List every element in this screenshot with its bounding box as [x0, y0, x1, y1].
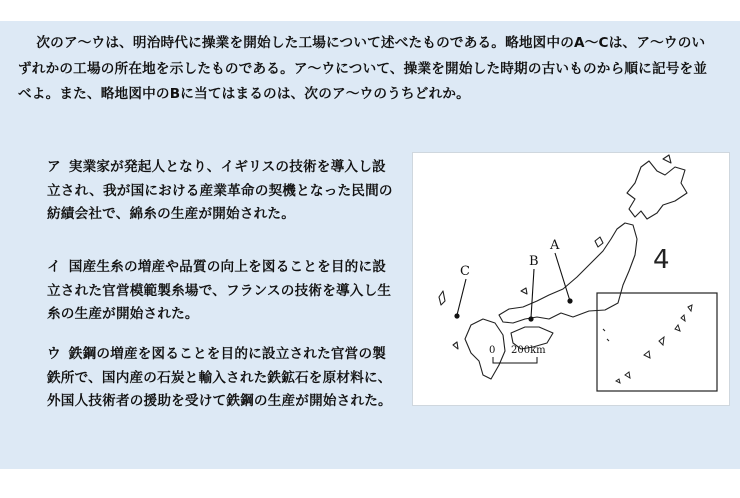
oki-island: [521, 288, 527, 294]
sakhalin-tip: [663, 155, 671, 163]
choice-i-text: 国産生糸の増産や品質の向上を図ることを目的に設立された官営模範製糸場で、フランスの技術を導入し生糸の生産が開始された。: [47, 259, 392, 322]
izu-islands: [603, 329, 609, 341]
choice-u-mark: ウ: [47, 346, 61, 362]
choice-i: [47, 256, 399, 327]
tsushima-island: [439, 291, 445, 305]
choice-a: [47, 156, 399, 227]
label-a: A: [550, 238, 560, 253]
site-b-point: [528, 316, 533, 321]
scale-distance-label: 200km: [511, 345, 546, 356]
honshu-outline: [499, 223, 637, 323]
question-text: 次のア〜ウは、明治時代に操業を開始した工場について述べたものである。略地図中のA〜Cは、ア〜ウのいずれかの工場の所在地を示したものである。ア〜ウについて、操業を開始した時期の古いものから順に記号を並べよ。また、略地図中のBに当てはまるのは、次のア〜ウのうちどれか。: [18, 35, 708, 102]
okinawa-islands: [616, 305, 692, 383]
choice-a-text: 実業家が発起人となり、イギリスの技術を導入し設立され、我が国における産業革命の契機となった民間の紡績会社で、綿糸の生産が開始された。: [47, 159, 393, 222]
okinawa-inset-frame: [597, 293, 717, 391]
japan-map: [412, 152, 730, 406]
kyushu-outline: [465, 319, 505, 379]
choice-i-mark: イ: [47, 259, 61, 275]
sado-island: [595, 237, 603, 247]
site-c-point: [454, 313, 459, 318]
scale-zero-label: 0: [489, 345, 496, 356]
pointer-line-a: [555, 253, 570, 301]
choice-a-mark: ア: [47, 159, 61, 175]
goto-islands: [453, 342, 458, 349]
scale-bar: [489, 345, 546, 363]
choice-u: [47, 343, 399, 414]
corner-mark: 4: [653, 245, 670, 275]
label-b: B: [529, 254, 539, 269]
japan-map-drawing: [413, 153, 729, 405]
choice-u-text: 鉄鋼の増産を図ることを目的に設立された官営の製鉄所で、国内産の石炭と輸入された鉄鉱石を原材料に、外国人技術者の援助を受けて鉄鋼の生産が開始された。: [47, 346, 392, 409]
label-c: C: [460, 264, 470, 279]
hokkaido-outline: [627, 161, 687, 219]
pointer-line-c: [457, 279, 466, 315]
pointer-line-b: [531, 269, 534, 318]
site-a-point: [567, 298, 572, 303]
